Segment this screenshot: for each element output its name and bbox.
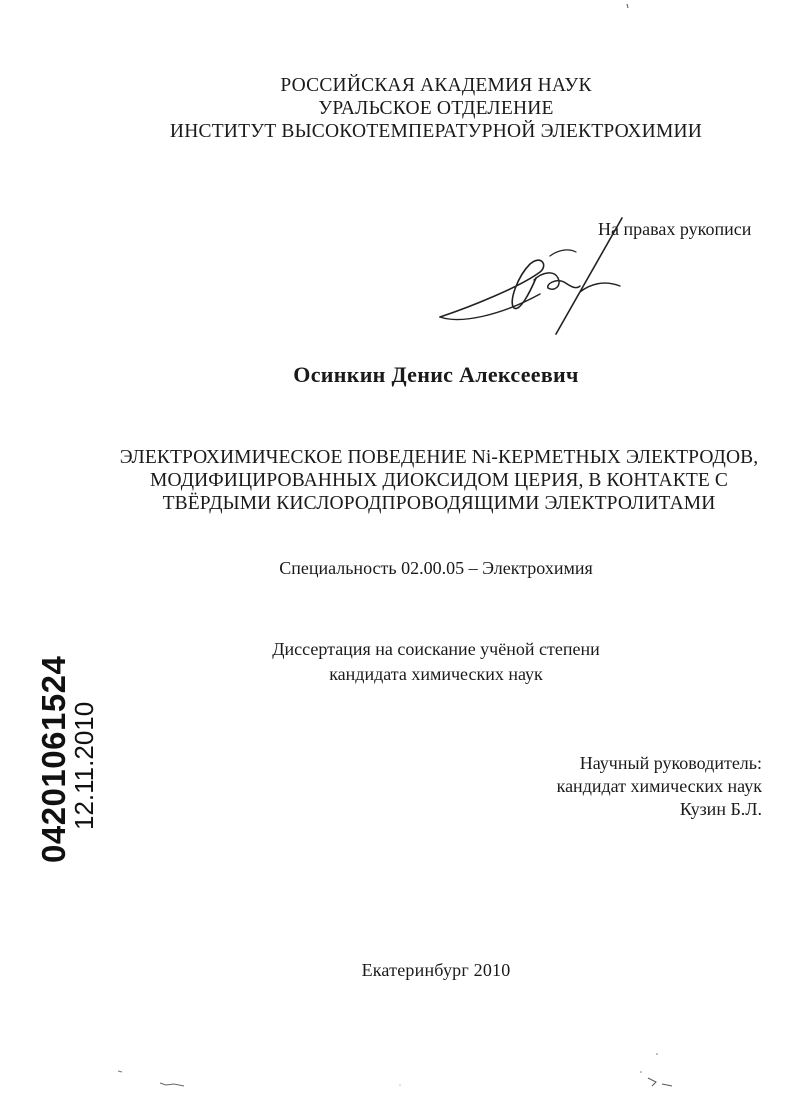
- title-line-2: МОДИФИЦИРОВАННЫХ ДИОКСИДОМ ЦЕРИЯ, В КОНТАКТЕ С: [150, 470, 728, 491]
- handwritten-signature: [430, 212, 630, 337]
- title-line-1: ЭЛЕКТРОХИМИЧЕСКОЕ ПОВЕДЕНИЕ Ni-КЕРМЕТНЫХ ЭЛЕКТРОДОВ,: [119, 447, 759, 468]
- manuscript-rights-note: На правах рукописи: [598, 219, 752, 239]
- institution-header: [0, 74, 792, 143]
- title-line-3: ТВЁРДЫМИ КИСЛОРОДПРОВОДЯЩИМИ ЭЛЕКТРОЛИТАМИ: [162, 493, 716, 514]
- scientific-supervisor: [557, 752, 762, 821]
- degree-line-2: кандидата химических наук: [329, 664, 543, 684]
- city-year: Екатеринбург 2010: [361, 960, 511, 980]
- dissertation-title: [0, 446, 792, 515]
- supervisor-degree: кандидат химических наук: [556, 776, 762, 796]
- degree-line-1: Диссертация на соискание учёной степени: [272, 639, 600, 659]
- header-line-branch: УРАЛЬСКОЕ ОТДЕЛЕНИЕ: [318, 98, 554, 119]
- supervisor-name: Кузин Б.Л.: [679, 799, 762, 819]
- stamp-number: 04201061524: [35, 655, 72, 863]
- supervisor-label: Научный руководитель:: [579, 753, 762, 773]
- header-line-academy: РОССИЙСКАЯ АКАДЕМИЯ НАУК: [280, 75, 592, 96]
- header-line-institute: ИНСТИТУТ ВЫСОКОТЕМПЕРАТУРНОЙ ЭЛЕКТРОХИМИИ: [169, 121, 703, 142]
- author-name: Осинкин Денис Алексеевич: [293, 362, 579, 387]
- stamp-date: 12.11.2010: [69, 701, 99, 830]
- degree-statement: [0, 637, 792, 687]
- specialty-line: Специальность 02.00.05 – Электрохимия: [279, 558, 593, 578]
